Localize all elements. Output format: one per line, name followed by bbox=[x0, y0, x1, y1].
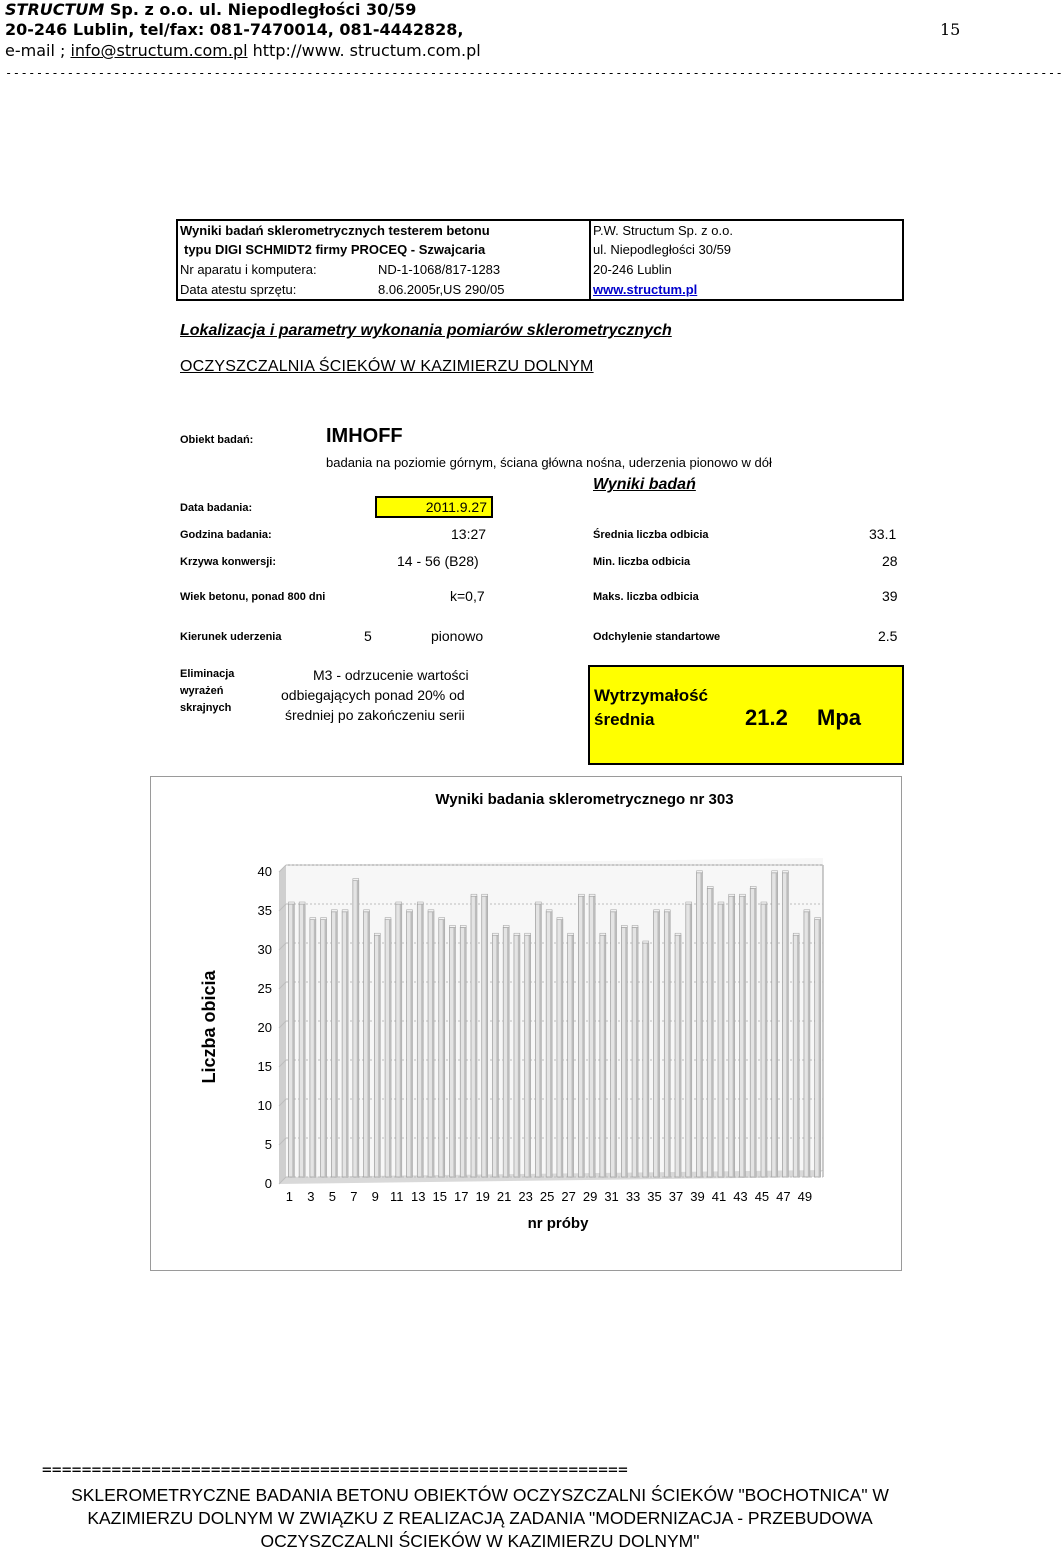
chart-bar-shade bbox=[400, 904, 402, 1177]
chart-bar-shade bbox=[432, 912, 434, 1177]
chart-frame bbox=[150, 776, 902, 1271]
chart-bar-shade bbox=[303, 904, 305, 1177]
object-description: badania na poziomie górnym, ściana główna nośna, uderzenia pionowo w dół bbox=[326, 455, 772, 470]
x-tick-label: 5 bbox=[328, 1189, 336, 1204]
x-tick-label: 31 bbox=[604, 1189, 619, 1204]
chart-bar-shade bbox=[346, 912, 348, 1177]
date-label: Data badania: bbox=[180, 502, 253, 514]
info-cert-label: Data atestu sprzętu: bbox=[180, 282, 297, 297]
chart-bar-cap bbox=[525, 933, 531, 935]
chart-bar-cap bbox=[492, 933, 498, 935]
avg-value: 33.1 bbox=[869, 526, 897, 542]
elimination-label-2: wyrażeń bbox=[180, 685, 224, 697]
chart-bar-shade bbox=[314, 920, 316, 1177]
chart-bar-cap bbox=[772, 871, 778, 873]
chart-bar-cap bbox=[321, 918, 327, 920]
strength-box bbox=[588, 665, 904, 765]
date-value: 2011.9.27 bbox=[375, 496, 493, 518]
y-tick-label: 40 bbox=[257, 864, 272, 879]
x-tick-label: 47 bbox=[776, 1189, 791, 1204]
header-web-link[interactable]: http://www. structum.com.pl bbox=[247, 41, 481, 60]
chart-bar-cap bbox=[396, 902, 402, 904]
x-tick-label: 35 bbox=[647, 1189, 662, 1204]
chart-bar-shade bbox=[690, 904, 692, 1177]
chart-bar-cap bbox=[417, 902, 423, 904]
chart-bar-cap bbox=[299, 902, 305, 904]
chart-bar-cap bbox=[675, 933, 681, 935]
header-web-line bbox=[5, 41, 481, 60]
chart-bar-cap bbox=[514, 933, 520, 935]
x-tick-label: 29 bbox=[582, 1189, 598, 1204]
x-tick-label: 41 bbox=[711, 1189, 727, 1204]
elimination-text-3: średniej po zakończeniu serii bbox=[285, 707, 465, 723]
section-title: Lokalizacja i parametry wykonania pomiarów sklerometrycznych bbox=[180, 322, 672, 339]
chart-bar-cap bbox=[439, 918, 445, 920]
chart-bar-shade bbox=[410, 912, 412, 1177]
chart-bar-shade bbox=[464, 927, 466, 1177]
info-website-link[interactable]: www.structum.pl bbox=[593, 282, 698, 297]
page-number: 15 bbox=[940, 20, 961, 39]
chart-bar-shade bbox=[561, 920, 563, 1177]
min-label: Min. liczba odbicia bbox=[593, 556, 691, 568]
rebound-chart bbox=[151, 777, 901, 1270]
chart-bar-cap bbox=[460, 925, 466, 927]
chart-bar-shade bbox=[754, 888, 756, 1177]
y-tick-label: 0 bbox=[264, 1176, 272, 1191]
x-tick-label: 7 bbox=[350, 1189, 358, 1204]
strength-label-2: średnia bbox=[594, 710, 655, 729]
strength-value: 21.2 bbox=[745, 705, 788, 730]
std-value: 2.5 bbox=[878, 628, 898, 644]
chart-bar-cap bbox=[578, 894, 584, 896]
chart-bar-shade bbox=[733, 896, 735, 1177]
chart-bar-shade bbox=[636, 927, 638, 1177]
elimination-text-2: odbiegających ponad 20% od bbox=[281, 687, 465, 703]
chart-bar-cap bbox=[804, 910, 810, 912]
chart-bar-shade bbox=[700, 873, 702, 1177]
chart-bar-shade bbox=[819, 920, 821, 1177]
header-rule: ----------------------------------------------------------------------------------------------------------------------------------------- bbox=[5, 66, 1063, 80]
y-tick-label: 15 bbox=[257, 1059, 272, 1074]
chart-bar-cap bbox=[331, 910, 337, 912]
chart-bar-shade bbox=[615, 912, 617, 1177]
x-tick-label: 25 bbox=[539, 1189, 555, 1204]
chart-bar-shade bbox=[743, 896, 745, 1177]
chart-bar-cap bbox=[482, 894, 488, 896]
x-tick-label: 45 bbox=[754, 1189, 770, 1204]
header-contact-line: 20-246 Lublin, tel/fax: 081-7470014, 081-4442828, bbox=[5, 20, 464, 39]
info-cert-value: 8.06.2005r,US 290/05 bbox=[378, 282, 505, 297]
header-company-line bbox=[5, 0, 416, 19]
chart-bar-shade bbox=[647, 943, 649, 1177]
header-email-prefix: e-mail ; bbox=[5, 41, 71, 60]
chart-bar-cap bbox=[600, 933, 606, 935]
chart-bar-shade bbox=[604, 935, 606, 1177]
chart-bar-cap bbox=[353, 879, 359, 881]
y-axis-label: Liczba obicia bbox=[199, 970, 219, 1084]
x-tick-label: 1 bbox=[285, 1189, 293, 1204]
y-tick-label: 20 bbox=[257, 1020, 272, 1035]
info-table-divider bbox=[589, 221, 591, 301]
header-company-address: Sp. z o.o. ul. Niepodległości 30/59 bbox=[104, 0, 417, 19]
chart-bar-shade bbox=[335, 912, 337, 1177]
chart-bar-cap bbox=[471, 894, 477, 896]
info-title-2: typu DIGI SCHMIDT2 firmy PROCEQ - Szwajcaria bbox=[184, 242, 486, 257]
chart-bar-shade bbox=[625, 927, 627, 1177]
info-device-label: Nr aparatu i komputera: bbox=[180, 262, 317, 277]
chart-bar-cap bbox=[750, 886, 756, 888]
x-tick-label: 9 bbox=[371, 1189, 379, 1204]
chart-bar-cap bbox=[611, 910, 617, 912]
chart-bar-cap bbox=[288, 902, 294, 904]
max-value: 39 bbox=[882, 588, 898, 604]
x-tick-label: 23 bbox=[518, 1189, 533, 1204]
chart-bar-cap bbox=[621, 925, 627, 927]
x-tick-label: 15 bbox=[432, 1189, 447, 1204]
age-value: k=0,7 bbox=[450, 588, 485, 604]
footer-line-1: SKLEROMETRYCZNE BADANIA BETONU OBIEKTÓW OCZYSZCZALNI ŚCIEKÓW "BOCHOTNICA" W bbox=[71, 1485, 889, 1505]
chart-bar-cap bbox=[503, 925, 509, 927]
info-device-value: ND-1-1068/817-1283 bbox=[378, 262, 501, 277]
strength-unit: Mpa bbox=[817, 705, 861, 730]
info-city: 20-246 Lublin bbox=[593, 262, 672, 277]
chart-bar-shade bbox=[529, 935, 531, 1177]
direction-label: Kierunek uderzenia bbox=[180, 631, 282, 643]
x-tick-label: 13 bbox=[411, 1189, 426, 1204]
footer-line-2: KAZIMIERZU DOLNYM W ZWIĄZKU Z REALIZACJĄ ZADANIA "MODERNIZACJA - PRZEBUDOWA bbox=[87, 1508, 873, 1528]
y-tick-label: 5 bbox=[264, 1137, 272, 1152]
chart-bar-cap bbox=[535, 902, 541, 904]
info-title-1: Wyniki badań sklerometrycznych testerem betonu bbox=[180, 223, 490, 238]
chart-bar-cap bbox=[374, 933, 380, 935]
chart-bar-shade bbox=[443, 920, 445, 1177]
time-label: Godzina badania: bbox=[180, 529, 272, 541]
info-street: ul. Niepodległości 30/59 bbox=[593, 242, 732, 257]
x-tick-label: 17 bbox=[453, 1189, 469, 1204]
chart-bar-cap bbox=[686, 902, 692, 904]
elimination-text-1: M3 - odrzucenie wartości bbox=[313, 667, 469, 683]
chart-bar-cap bbox=[589, 894, 595, 896]
chart-bar-cap bbox=[407, 910, 413, 912]
x-tick-label: 27 bbox=[561, 1189, 576, 1204]
header-company-name: STRUCTUM bbox=[5, 0, 105, 19]
chart-bar-shade bbox=[507, 927, 509, 1177]
chart-bar-shade bbox=[808, 912, 810, 1177]
header-email-link[interactable]: info@structum.com.pl bbox=[70, 41, 248, 60]
chart-bar-shade bbox=[453, 927, 455, 1177]
avg-label: Średnia liczba odbicia bbox=[593, 529, 709, 541]
y-tick-label: 35 bbox=[257, 903, 272, 918]
chart-bar-shade bbox=[368, 912, 370, 1177]
chart-bar-shade bbox=[797, 935, 799, 1177]
x-tick-label: 49 bbox=[797, 1189, 813, 1204]
chart-bar-cap bbox=[761, 902, 767, 904]
chart-bar-shade bbox=[593, 896, 595, 1177]
info-table bbox=[176, 219, 904, 301]
chart-bar-cap bbox=[342, 910, 348, 912]
chart-title: Wyniki badania sklerometrycznego nr 303 bbox=[435, 791, 734, 808]
chart-bar-cap bbox=[793, 933, 799, 935]
direction-number: 5 bbox=[364, 628, 372, 644]
chart-bar-shade bbox=[357, 881, 359, 1177]
direction-value: pionowo bbox=[431, 628, 484, 644]
chart-bar-cap bbox=[697, 871, 703, 873]
std-label: Odchylenie standartowe bbox=[593, 631, 721, 643]
chart-bar-cap bbox=[739, 894, 745, 896]
chart-bar-cap bbox=[385, 918, 391, 920]
time-value: 13:27 bbox=[451, 526, 487, 542]
chart-bar-shade bbox=[539, 904, 541, 1177]
chart-bar-shade bbox=[572, 935, 574, 1177]
object-value: IMHOFF bbox=[326, 425, 403, 447]
strength-label-1: Wytrzymałość bbox=[594, 686, 709, 705]
chart-bar-shade bbox=[550, 912, 552, 1177]
chart-bar-cap bbox=[815, 918, 821, 920]
info-company: P.W. Structum Sp. z o.o. bbox=[593, 223, 733, 238]
chart-bar-cap bbox=[707, 886, 713, 888]
curve-label: Krzywa konwersji: bbox=[180, 556, 276, 568]
chart-bar-shade bbox=[325, 920, 327, 1177]
max-label: Maks. liczba odbicia bbox=[593, 591, 699, 603]
x-tick-label: 37 bbox=[668, 1189, 684, 1204]
chart-bar-cap bbox=[364, 910, 370, 912]
footer-line-3: OCZYSZCZALNI ŚCIEKÓW W KAZIMIERZU DOLNYM" bbox=[260, 1531, 700, 1551]
chart-bar-shade bbox=[722, 904, 724, 1177]
chart-bar-cap bbox=[782, 871, 788, 873]
x-tick-label: 21 bbox=[496, 1189, 512, 1204]
elimination-label-3: skrajnych bbox=[180, 702, 232, 714]
object-label: Obiekt badań: bbox=[180, 434, 254, 446]
section-subtitle: OCZYSZCZALNIA ŚCIEKÓW W KAZIMIERZU DOLNYM bbox=[180, 358, 594, 375]
x-tick-label: 43 bbox=[733, 1189, 748, 1204]
chart-bar-shade bbox=[668, 912, 670, 1177]
chart-bar-shade bbox=[518, 935, 520, 1177]
min-value: 28 bbox=[882, 553, 898, 569]
y-tick-label: 10 bbox=[257, 1098, 272, 1113]
chart-bar-shade bbox=[711, 888, 713, 1177]
chart-bar-shade bbox=[475, 896, 477, 1177]
chart-bar-shade bbox=[421, 904, 423, 1177]
footer-rule: =========================================================== bbox=[42, 1460, 629, 1479]
chart-bar-cap bbox=[450, 925, 456, 927]
x-tick-label: 33 bbox=[625, 1189, 641, 1204]
curve-value: 14 - 56 (B28) bbox=[397, 553, 479, 569]
chart-bar-shade bbox=[657, 912, 659, 1177]
chart-bar-cap bbox=[546, 910, 552, 912]
chart-bar-shade bbox=[378, 935, 380, 1177]
chart-bar-shade bbox=[486, 896, 488, 1177]
y-tick-label: 30 bbox=[257, 942, 272, 957]
chart-bar-shade bbox=[496, 935, 498, 1177]
x-tick-label: 39 bbox=[690, 1189, 705, 1204]
chart-bar-cap bbox=[729, 894, 735, 896]
elimination-label-1: Eliminacja bbox=[180, 668, 235, 680]
chart-bar-cap bbox=[568, 933, 574, 935]
chart-bar-cap bbox=[557, 918, 563, 920]
chart-bar-shade bbox=[776, 873, 778, 1177]
chart-bar-shade bbox=[292, 904, 294, 1177]
x-axis-label: nr próby bbox=[527, 1215, 589, 1232]
chart-bar-cap bbox=[632, 925, 638, 927]
chart-bar-cap bbox=[664, 910, 670, 912]
age-label: Wiek betonu, ponad 800 dni bbox=[180, 591, 326, 603]
results-title: Wyniki badań bbox=[593, 476, 696, 493]
chart-bar-shade bbox=[582, 896, 584, 1177]
chart-bar-cap bbox=[310, 918, 316, 920]
x-tick-label: 3 bbox=[307, 1189, 315, 1204]
chart-bar-shade bbox=[765, 904, 767, 1177]
x-tick-label: 11 bbox=[390, 1189, 404, 1204]
x-tick-label: 19 bbox=[475, 1189, 490, 1204]
chart-bar-cap bbox=[428, 910, 434, 912]
chart-bar-cap bbox=[643, 941, 649, 943]
chart-bar-shade bbox=[389, 920, 391, 1177]
chart-bar-cap bbox=[654, 910, 660, 912]
chart-bar-shade bbox=[786, 873, 788, 1177]
chart-bar-shade bbox=[679, 935, 681, 1177]
chart-bar-cap bbox=[718, 902, 724, 904]
y-tick-label: 25 bbox=[257, 981, 272, 996]
